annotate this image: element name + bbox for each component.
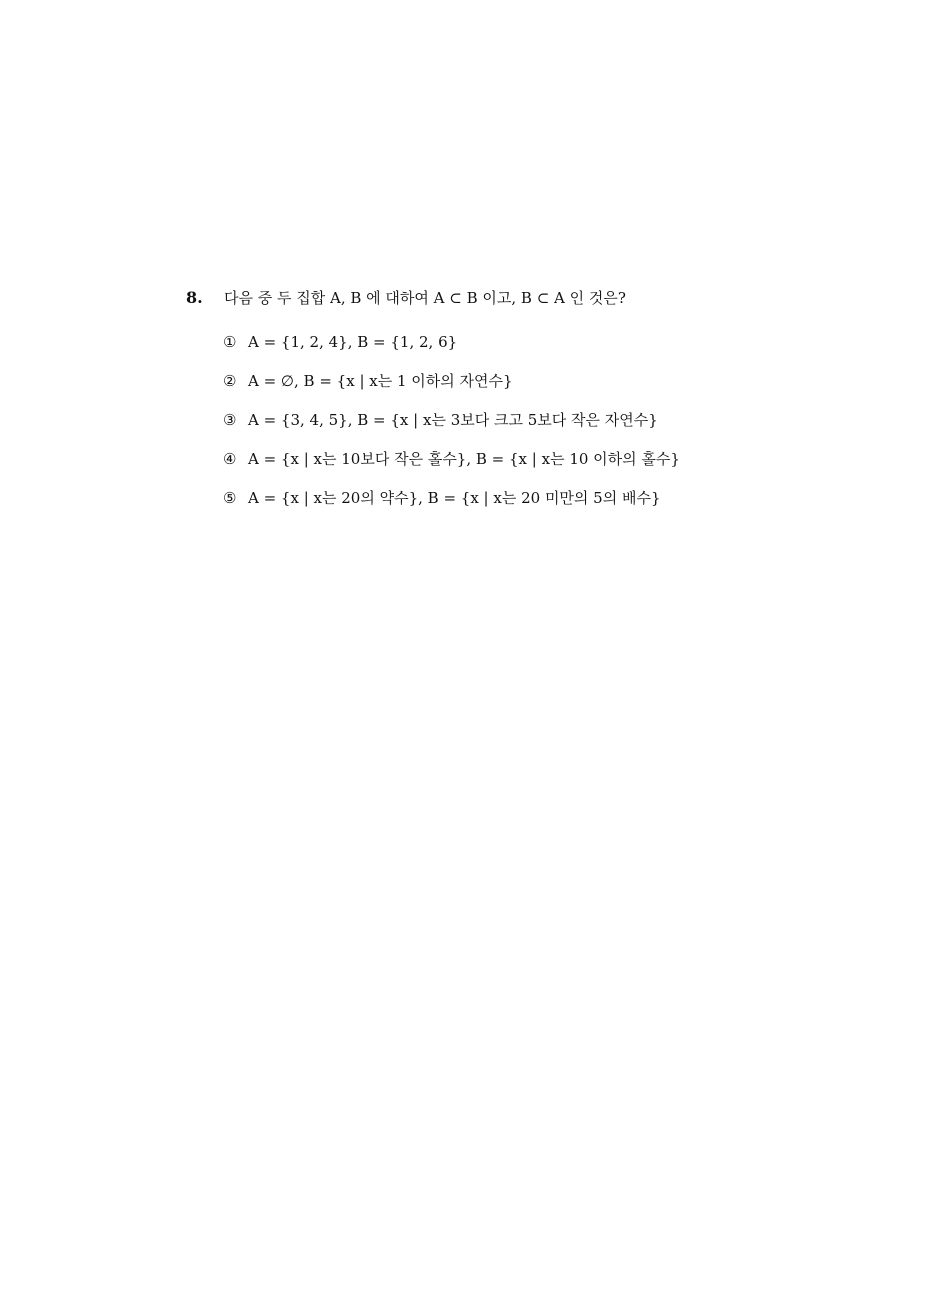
choice-text: A = ∅, B = {x | x는 1 이하의 자연수} xyxy=(248,372,513,390)
choice-text: A = {x | x는 20의 약수}, B = {x | x는 20 미만의 5의 배수} xyxy=(248,489,661,507)
problem-stem xyxy=(186,286,886,310)
choice-marker: ① xyxy=(223,333,237,351)
answer-choices xyxy=(223,330,886,510)
choice-marker: ② xyxy=(223,372,237,390)
problem-number: 8. xyxy=(186,288,203,307)
choice-marker: ③ xyxy=(223,411,237,429)
choice-1[interactable] xyxy=(223,330,886,354)
choice-2[interactable] xyxy=(223,369,886,393)
choice-text: A = {3, 4, 5}, B = {x | x는 3보다 크고 5보다 작은 자연수} xyxy=(248,411,658,429)
problem-question: 다음 중 두 집합 A, B 에 대하여 A ⊂ B 이고, B ⊂ A 인 것은? xyxy=(224,289,626,307)
choice-4[interactable] xyxy=(223,447,886,471)
choice-text: A = {1, 2, 4}, B = {1, 2, 6} xyxy=(248,333,458,351)
problem-8 xyxy=(186,286,886,525)
choice-3[interactable] xyxy=(223,408,886,432)
choice-marker: ⑤ xyxy=(223,489,237,507)
choice-5[interactable] xyxy=(223,486,886,510)
choice-text: A = {x | x는 10보다 작은 홀수}, B = {x | x는 10 이하의 홀수} xyxy=(248,450,680,468)
choice-marker: ④ xyxy=(223,450,237,468)
